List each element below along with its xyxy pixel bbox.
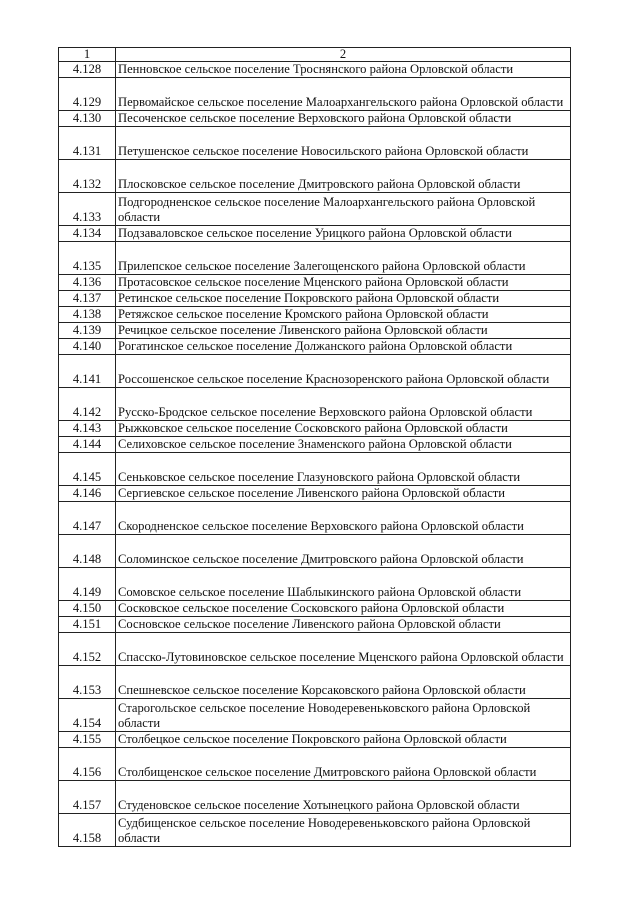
row-number: 4.158 — [59, 814, 116, 847]
settlement-name: Сергиевское сельское поселение Ливенского района Орловской области — [116, 486, 571, 502]
settlement-name: Соломинское сельское поселение Дмитровского района Орловской области — [116, 535, 571, 568]
table-row — [59, 160, 571, 193]
table-row — [59, 226, 571, 242]
table-row — [59, 339, 571, 355]
settlement-name: Петушенское сельское поселение Новосильского района Орловской области — [116, 127, 571, 160]
settlement-name: Столбищенское сельское поселение Дмитровского района Орловской области — [116, 748, 571, 781]
row-number: 4.131 — [59, 127, 116, 160]
row-number: 4.152 — [59, 633, 116, 666]
table-row — [59, 307, 571, 323]
table-row — [59, 242, 571, 275]
table-row — [59, 617, 571, 633]
settlement-name: Песоченское сельское поселение Верховского района Орловской области — [116, 111, 571, 127]
table-row — [59, 111, 571, 127]
settlement-name: Рыжковское сельское поселение Сосковского района Орловской области — [116, 421, 571, 437]
row-number: 4.141 — [59, 355, 116, 388]
table-row — [59, 355, 571, 388]
row-number: 4.129 — [59, 78, 116, 111]
table-row — [59, 666, 571, 699]
row-number: 4.143 — [59, 421, 116, 437]
settlement-name: Сосковское сельское поселение Сосковского района Орловской области — [116, 601, 571, 617]
table-row — [59, 275, 571, 291]
row-number: 4.148 — [59, 535, 116, 568]
row-number: 4.135 — [59, 242, 116, 275]
table-row — [59, 601, 571, 617]
settlement-name: Пенновское сельское поселение Троснянского района Орловской области — [116, 62, 571, 78]
table-row — [59, 388, 571, 421]
settlement-name: Прилепское сельское поселение Залегощенского района Орловской области — [116, 242, 571, 275]
table-row — [59, 62, 571, 78]
settlement-name: Сомовское сельское поселение Шаблыкинского района Орловской области — [116, 568, 571, 601]
row-number: 4.134 — [59, 226, 116, 242]
row-number: 4.156 — [59, 748, 116, 781]
settlement-name: Протасовское сельское поселение Мценского района Орловской области — [116, 275, 571, 291]
settlement-name: Русско-Бродское сельское поселение Верховского района Орловской области — [116, 388, 571, 421]
table-row — [59, 633, 571, 666]
settlement-name: Ретяжское сельское поселение Кромского района Орловской области — [116, 307, 571, 323]
row-number: 4.139 — [59, 323, 116, 339]
settlement-name: Сосновское сельское поселение Ливенского района Орловской области — [116, 617, 571, 633]
table-body — [59, 48, 571, 847]
settlement-name: Судбищенское сельское поселение Новодеревеньковского района Орловской области — [116, 814, 571, 847]
row-number: 4.157 — [59, 781, 116, 814]
row-number: 4.138 — [59, 307, 116, 323]
settlement-name: Речицкое сельское поселение Ливенского района Орловской области — [116, 323, 571, 339]
row-number: 4.145 — [59, 453, 116, 486]
settlement-name: Подгородненское сельское поселение Малоархангельского района Орловской области — [116, 193, 571, 226]
row-number: 4.132 — [59, 160, 116, 193]
row-number: 4.140 — [59, 339, 116, 355]
table-row — [59, 78, 571, 111]
settlement-name: Спасско-Лутовиновское сельское поселение Мценского района Орловской области — [116, 633, 571, 666]
table-header-row — [59, 48, 571, 62]
settlements-table — [58, 47, 571, 847]
row-number: 4.153 — [59, 666, 116, 699]
row-number: 4.146 — [59, 486, 116, 502]
row-number: 4.147 — [59, 502, 116, 535]
column-header-name: 2 — [116, 48, 571, 62]
row-number: 4.150 — [59, 601, 116, 617]
settlement-name: Столбецкое сельское поселение Покровского района Орловской области — [116, 732, 571, 748]
row-number: 4.133 — [59, 193, 116, 226]
row-number: 4.144 — [59, 437, 116, 453]
settlement-name: Первомайское сельское поселение Малоархангельского района Орловской области — [116, 78, 571, 111]
table-row — [59, 193, 571, 226]
table-row — [59, 748, 571, 781]
row-number: 4.130 — [59, 111, 116, 127]
settlement-name: Спешневское сельское поселение Корсаковского района Орловской области — [116, 666, 571, 699]
table-row — [59, 323, 571, 339]
row-number: 4.155 — [59, 732, 116, 748]
table-row — [59, 127, 571, 160]
table-row — [59, 421, 571, 437]
settlement-name: Рогатинское сельское поселение Должанского района Орловской области — [116, 339, 571, 355]
table-row — [59, 291, 571, 307]
table-row — [59, 568, 571, 601]
table-row — [59, 699, 571, 732]
row-number: 4.137 — [59, 291, 116, 307]
settlement-name: Студеновское сельское поселение Хотынецкого района Орловской области — [116, 781, 571, 814]
settlement-name: Старогольское сельское поселение Новодеревеньковского района Орловской области — [116, 699, 571, 732]
table-row — [59, 502, 571, 535]
settlement-name: Плосковское сельское поселение Дмитровского района Орловской области — [116, 160, 571, 193]
table-row — [59, 437, 571, 453]
settlement-name: Подзаваловское сельское поселение Урицкого района Орловской области — [116, 226, 571, 242]
settlement-name: Ретинское сельское поселение Покровского района Орловской области — [116, 291, 571, 307]
settlement-name: Селиховское сельское поселение Знаменского района Орловской области — [116, 437, 571, 453]
row-number: 4.151 — [59, 617, 116, 633]
row-number: 4.149 — [59, 568, 116, 601]
table-row — [59, 486, 571, 502]
row-number: 4.128 — [59, 62, 116, 78]
settlement-name: Россошенское сельское поселение Краснозоренского района Орловской области — [116, 355, 571, 388]
table-row — [59, 535, 571, 568]
table-row — [59, 453, 571, 486]
row-number: 4.142 — [59, 388, 116, 421]
table-row — [59, 732, 571, 748]
column-header-number: 1 — [59, 48, 116, 62]
settlement-name: Скородненское сельское поселение Верховского района Орловской области — [116, 502, 571, 535]
row-number: 4.154 — [59, 699, 116, 732]
table-row — [59, 814, 571, 847]
settlement-name: Сеньковское сельское поселение Глазуновского района Орловской области — [116, 453, 571, 486]
table-row — [59, 781, 571, 814]
row-number: 4.136 — [59, 275, 116, 291]
